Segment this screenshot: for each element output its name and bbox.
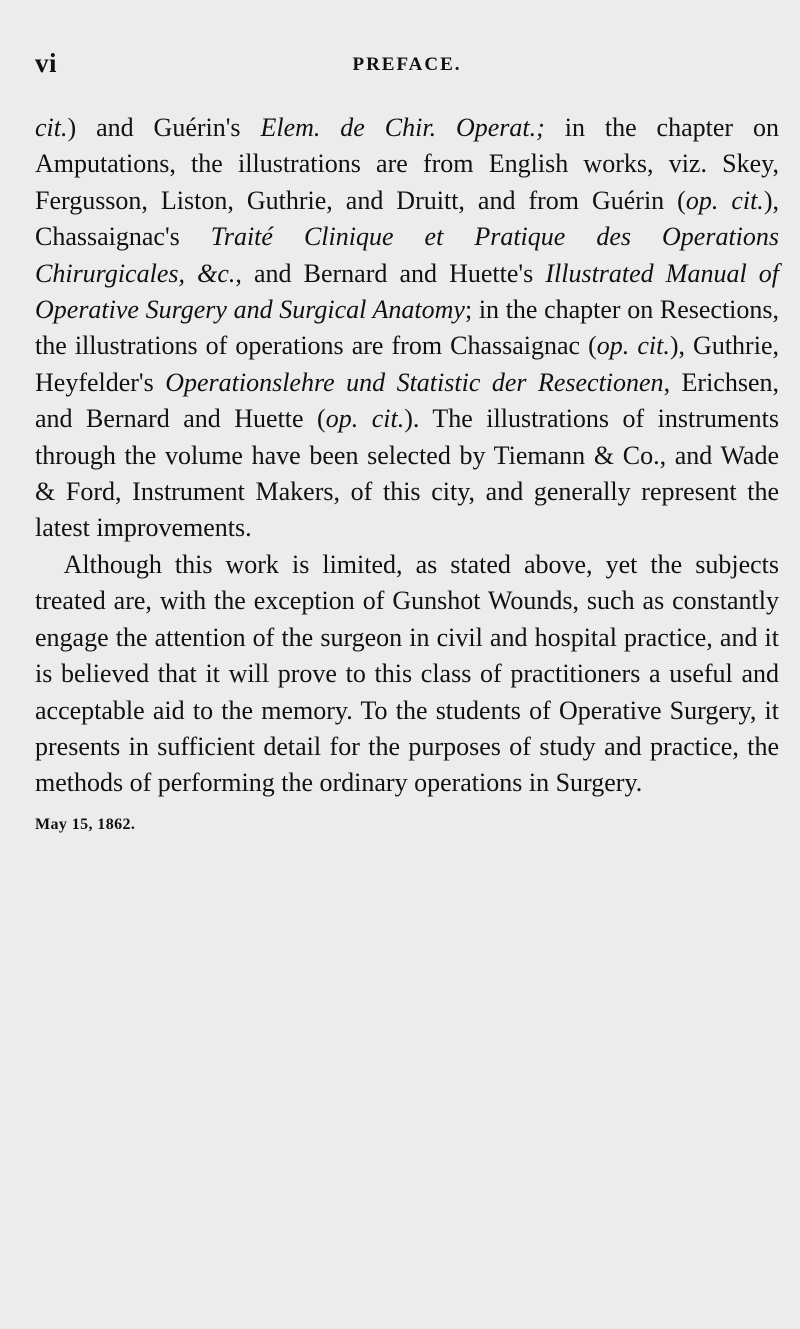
text-run: op. cit.	[325, 404, 405, 434]
text-run: op. cit.	[685, 185, 764, 215]
text-run: Elem. de Chir. Operat.;	[260, 113, 545, 142]
running-title: PREFACE.	[352, 54, 462, 75]
text-run: in the chapter on Amputations, the illustrations are from English works, viz. Skey, Fergusson, Liston, Guthrie, and Druitt, and from Guérin (	[35, 113, 779, 215]
text-run: op. cit.	[596, 331, 670, 361]
text-run: Illustrated Manual of Operative Surgery and Surgical Anatomy	[35, 258, 779, 325]
text-run: ) and Guérin's	[67, 113, 261, 142]
page-header	[35, 48, 779, 88]
text-run: , and Bernard and Huette's	[235, 258, 546, 288]
text-run: Traité Clinique et Pratique des Operations Chirurgicales, &c.	[35, 222, 780, 288]
text-run: cit.	[35, 113, 68, 142]
dateline: May 15, 1862.	[35, 816, 136, 833]
text-run: ). The illustrations of instruments through the volume have been selected by Tiemann & Co., and Wade & Ford, Instrument Makers, of this city, and generally represent the latest improvements.	[35, 404, 780, 543]
text-run: ), Chassaignac's	[35, 185, 779, 252]
text-run: Operationslehre und Statistic der Resectionen	[165, 367, 664, 397]
paragraph-illustration-sources	[35, 110, 779, 547]
page-number: vi	[35, 48, 58, 78]
body-text	[35, 110, 779, 802]
text-run: , Erichsen, and Bernard and Huette (	[35, 367, 779, 434]
text-run: ; in the chapter on Resections, the illustrations of operations are from Chassaignac (	[35, 295, 780, 361]
paragraph-scope-of-work: Although this work is limited, as stated above, yet the subjects treated are, with the exception of Gunshot Wounds, such as constantly engage the attention of the surgeon in civil and hospital practice, and it is believed that it will prove to this class of practitioners a useful and acceptable aid to the memory. To the students of Operative Surgery, it presents in sufficient detail for the purposes of study and practice, the methods of performing the ordinary operations in Surgery.	[35, 549, 779, 798]
text-run: ), Guthrie, Heyfelder's	[35, 331, 779, 397]
